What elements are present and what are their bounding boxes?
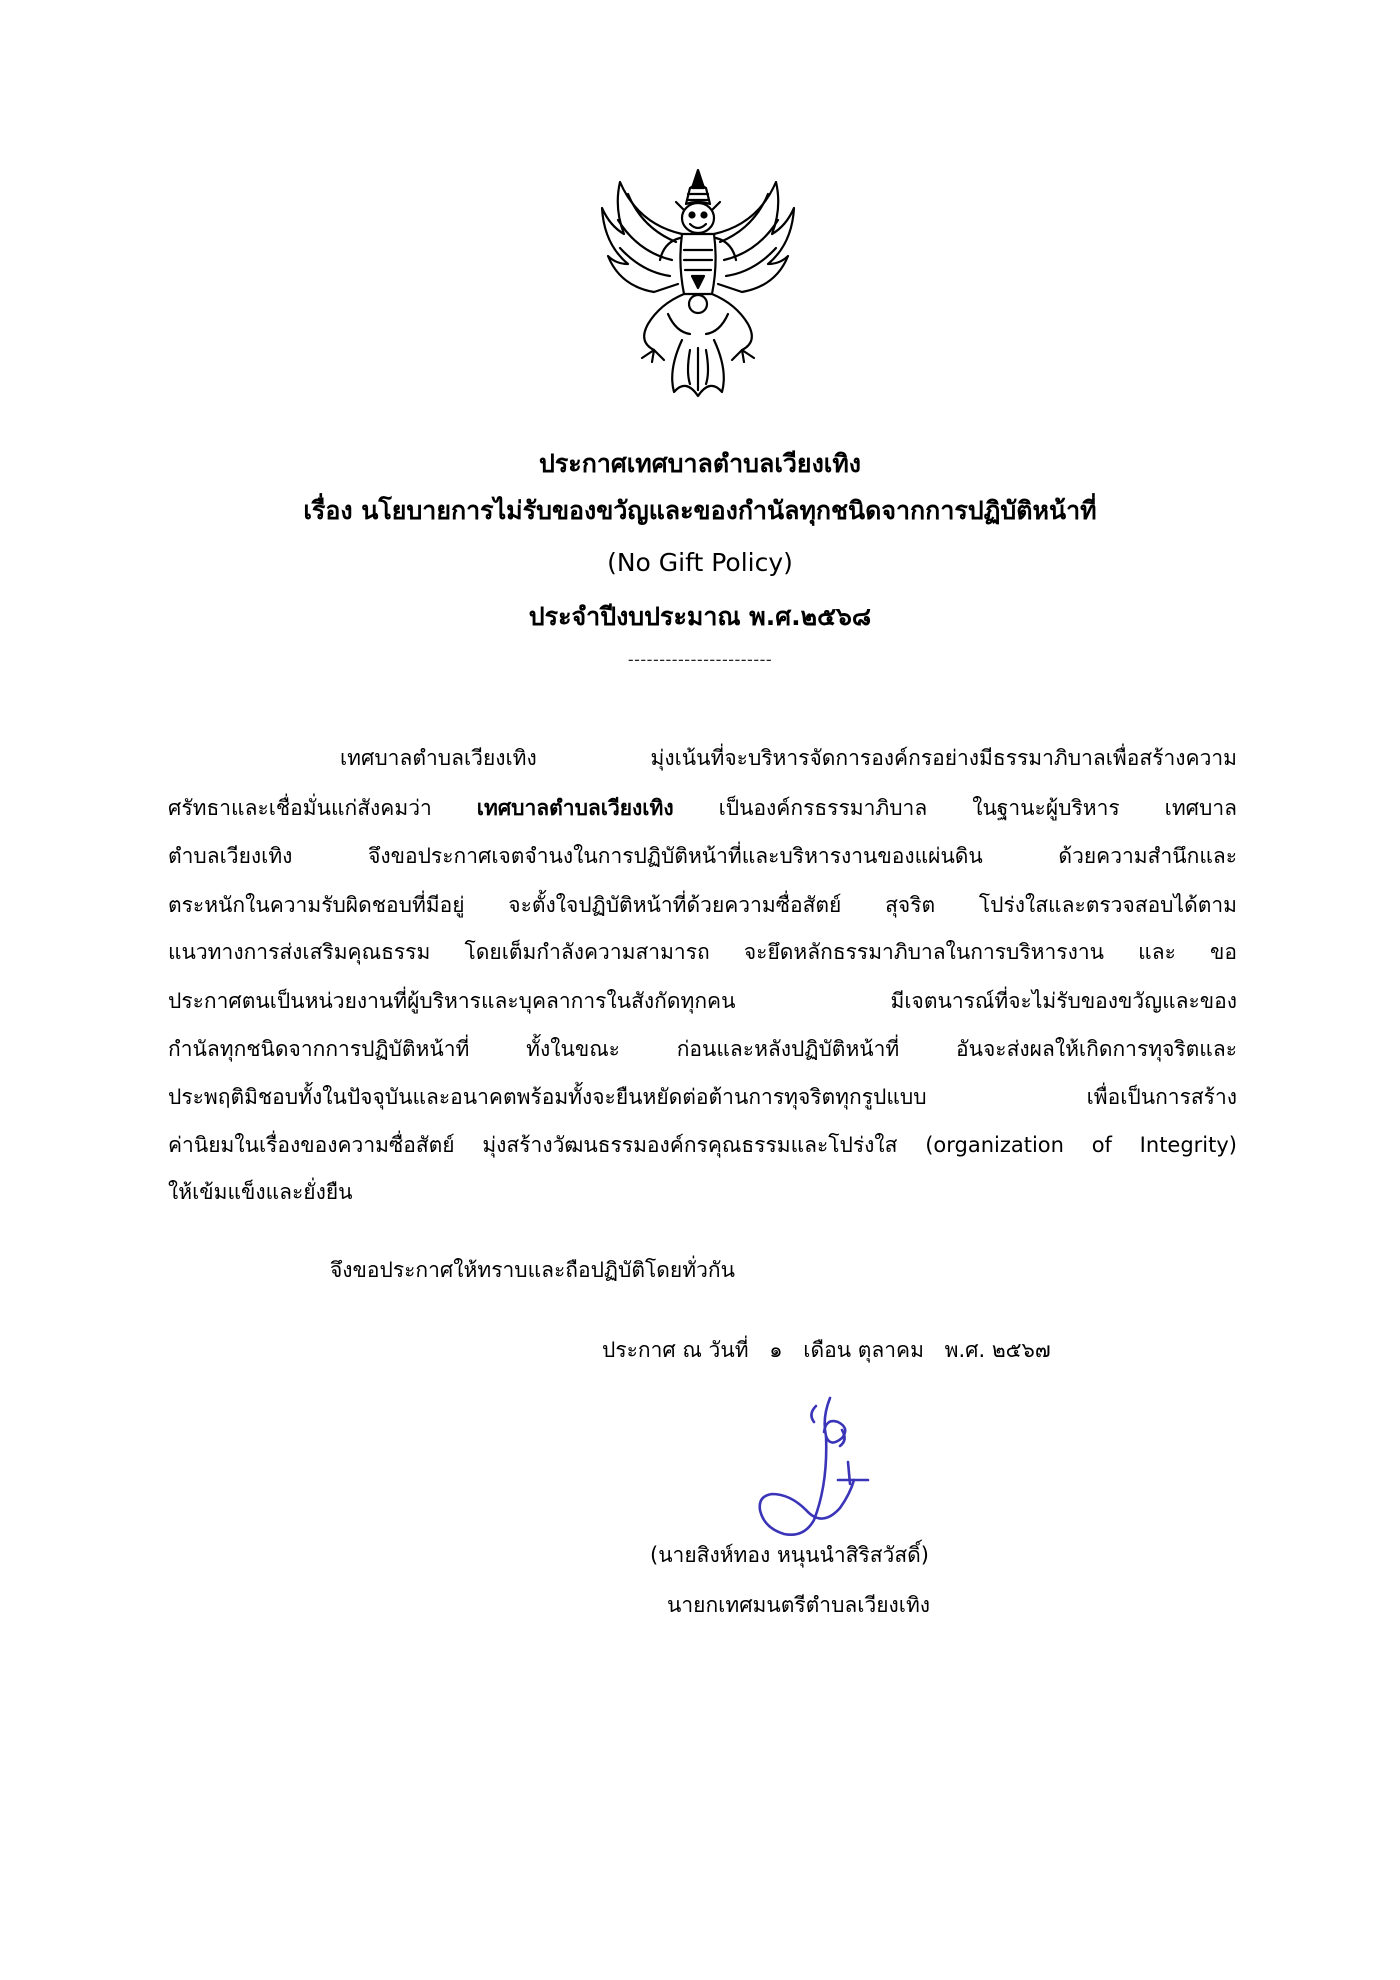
body-line-7: กำนัลทุกชนิดจากการปฏิบัติหน้าที่ ทั้งในขณะ ก่อนและหลังปฏิบัติหน้าที่ อันจะส่งผลให้เกิดการทุจริตและ: [168, 1037, 1237, 1061]
signer-title: นายกเทศมนตรีตำบลเวียงเทิง: [667, 1593, 931, 1617]
title-line-4: ประจำปีงบประมาณ พ.ศ.๒๕๖๘: [528, 602, 872, 631]
body-line-6: ประกาศตนเป็นหน่วยงานที่ผู้บริหารและบุคลาการในสังกัดทุกคน มีเจตนารณ์ที่จะไม่รับของขวัญและของ: [168, 989, 1237, 1013]
body-line-4: ตระหนักในความรับผิดชอบที่มีอยู่ จะตั้งใจปฏิบัติหน้าที่ด้วยความซื่อสัตย์ สุจริต โปร่งใสและตรวจสอบได้ตาม: [168, 893, 1237, 917]
body-text: เป็นองค์กรธรรมาภิบาล ในฐานะผู้บริหาร เทศบาล: [673, 796, 1237, 820]
organization-name-bold: เทศบาลตำบลเวียงเทิง: [476, 796, 674, 820]
title-line-1: ประกาศเทศบาลตำบลเวียงเทิง: [538, 449, 862, 478]
body-text: ศรัทธาและเชื่อมั่นแก่สังคมว่า: [168, 796, 477, 820]
announcement-date: [602, 1330, 1065, 1370]
signer-name: (นายสิงห์ทอง หนุนนำสิริสวัสดิ์): [650, 1543, 929, 1567]
body-line-9: ค่านิยมในเรื่องของความซื่อสัตย์ มุ่งสร้างวัฒนธรรมองค์กรคุณธรรมและโปร่งใส (organization of Integrity): [168, 1133, 1237, 1157]
title-line-3: (No Gift Policy): [607, 548, 793, 577]
date-month: เดือน ตุลาคม: [803, 1338, 924, 1362]
body-line-1: เทศบาลตำบลเวียงเทิง มุ่งเน้นที่จะบริหารจัดการองค์กรอย่างมีธรรมาภิบาลเพื่อสร้างความ: [340, 746, 1237, 770]
body-line-3: ตำบลเวียงเทิง จึงขอประกาศเจตจำนงในการปฏิบัติหน้าที่และบริหารงานของแผ่นดิน ด้วยความสำนึกและ: [168, 844, 1237, 868]
signature-icon: [718, 1388, 918, 1558]
body-line-5: แนวทางการส่งเสริมคุณธรรม โดยเต็มกำลังความสามารถ จะยึดหลักธรรมาภิบาลในการบริหารงาน และ ขอ: [168, 940, 1237, 964]
date-year: พ.ศ. ๒๕๖๗: [944, 1338, 1051, 1362]
closing-statement: จึงขอประกาศให้ทราบและถือปฏิบัติโดยทั่วกัน: [330, 1258, 735, 1282]
date-prefix: ประกาศ ณ วันที่: [602, 1338, 749, 1362]
body-line-10: ให้เข้มแข็งและยั่งยืน: [168, 1180, 353, 1204]
body-line-8: ประพฤติมิชอบทั้งในปัจจุบันและอนาคตพร้อมทั้งจะยืนหยัดต่อต้านการทุจริตทุกรูปแบบ เพื่อเป็นการสร้าง: [168, 1085, 1237, 1109]
date-day: ๑: [769, 1338, 783, 1362]
garuda-emblem-icon: [598, 164, 798, 398]
body-line-2: [168, 788, 1237, 828]
title-divider: -----------------------: [627, 650, 773, 669]
title-line-2: เรื่อง นโยบายการไม่รับของขวัญและของกำนัลทุกชนิดจากการปฏิบัติหน้าที่: [303, 496, 1097, 525]
